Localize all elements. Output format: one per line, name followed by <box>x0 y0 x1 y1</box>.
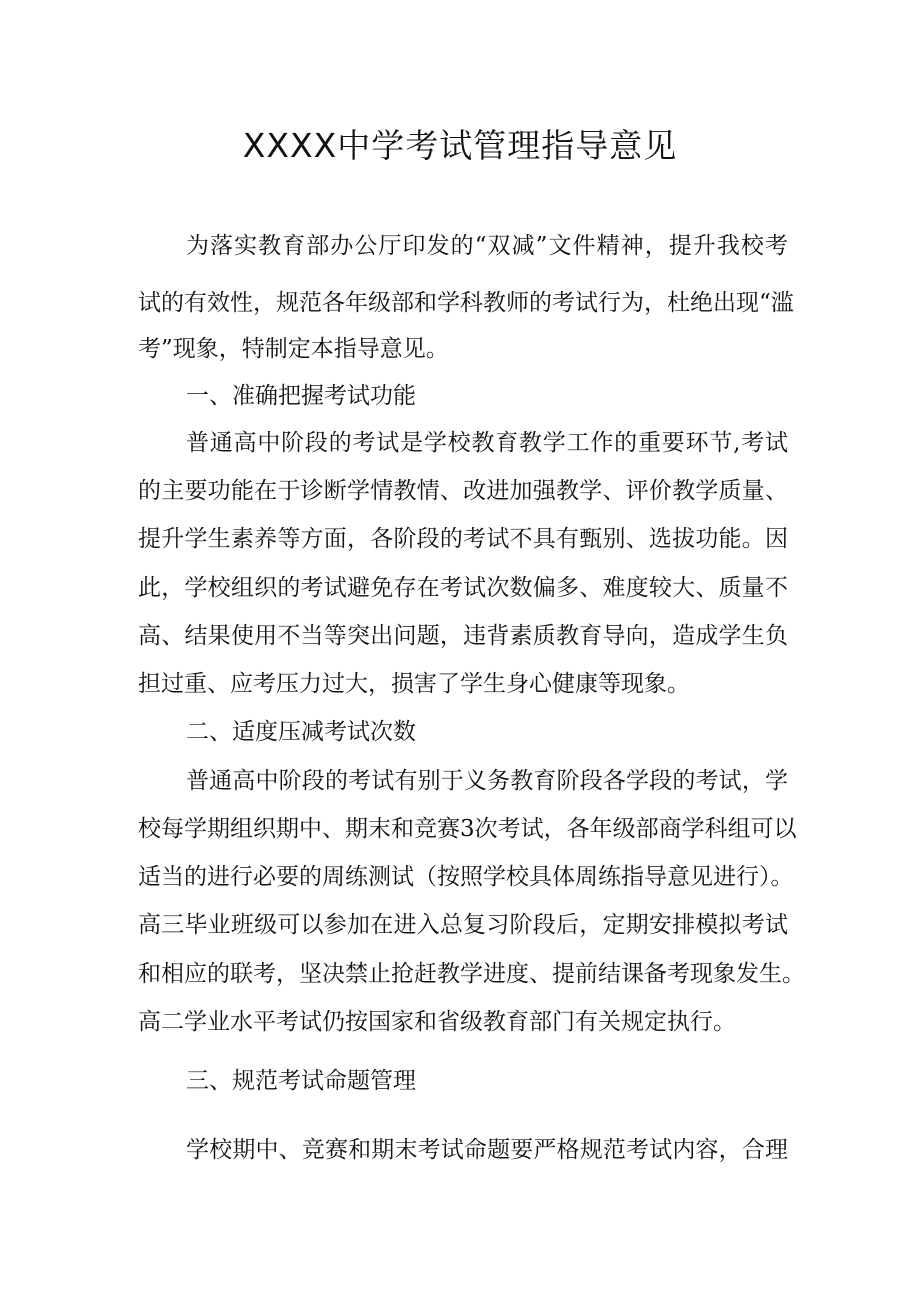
body-line: 普通高中阶段的考试是学校教育教学工作的重要环节,考试 <box>186 430 788 456</box>
body-line: 普通高中阶段的考试有别于义务教育阶段各学段的考试，学 <box>186 768 788 794</box>
body-line: 高三毕业班级可以参加在进入总复习阶段后，定期安排模拟考试 <box>138 912 788 938</box>
body-line: 高二学业水平考试仍按国家和省级教育部门有关规定执行。 <box>138 1009 736 1035</box>
body-line: 高、结果使用不当等突出问题，违背素质教育导向，造成学生负 <box>138 623 788 649</box>
intro-line: 试的有效性，规范各年级部和学科教师的考试行为，杜绝出现“滥 <box>138 290 794 316</box>
body-line: 学校期中、竞赛和期末考试命题要严格规范考试内容，合理 <box>186 1137 788 1163</box>
body-line: 此，学校组织的考试避免存在考试次数偏多、难度较大、质量不 <box>138 575 788 601</box>
section-heading-2: 二、适度压减考试次数 <box>186 719 416 745</box>
section-heading-3: 三、规范考试命题管理 <box>186 1068 416 1094</box>
document-title: XXXX中学考试管理指导意见 <box>242 126 678 165</box>
intro-line: 考”现象，特制定本指导意见。 <box>138 336 449 362</box>
intro-line: 为落实教育部办公厅印发的“双减”文件精神，提升我校考 <box>186 233 788 259</box>
body-line: 校每学期组织期中、期末和竞赛3次考试，各年级部商学科组可以 <box>138 816 797 842</box>
body-line: 担过重、应考压力过大，损害了学生身心健康等现象。 <box>138 671 690 697</box>
body-line: 提升学生素养等方面，各阶段的考试不具有甄别、选拔功能。因 <box>138 526 788 552</box>
body-line: 和相应的联考，坚决禁止抢赶教学进度、提前结课备考现象发生。 <box>138 961 805 987</box>
section-heading-1: 一、准确把握考试功能 <box>186 383 416 409</box>
body-line: 的主要功能在于诊断学情教情、改进加强教学、评价教学质量、 <box>138 478 788 504</box>
body-line: 适当的进行必要的周练测试（按照学校具体周练指导意见进行）。 <box>138 864 794 890</box>
